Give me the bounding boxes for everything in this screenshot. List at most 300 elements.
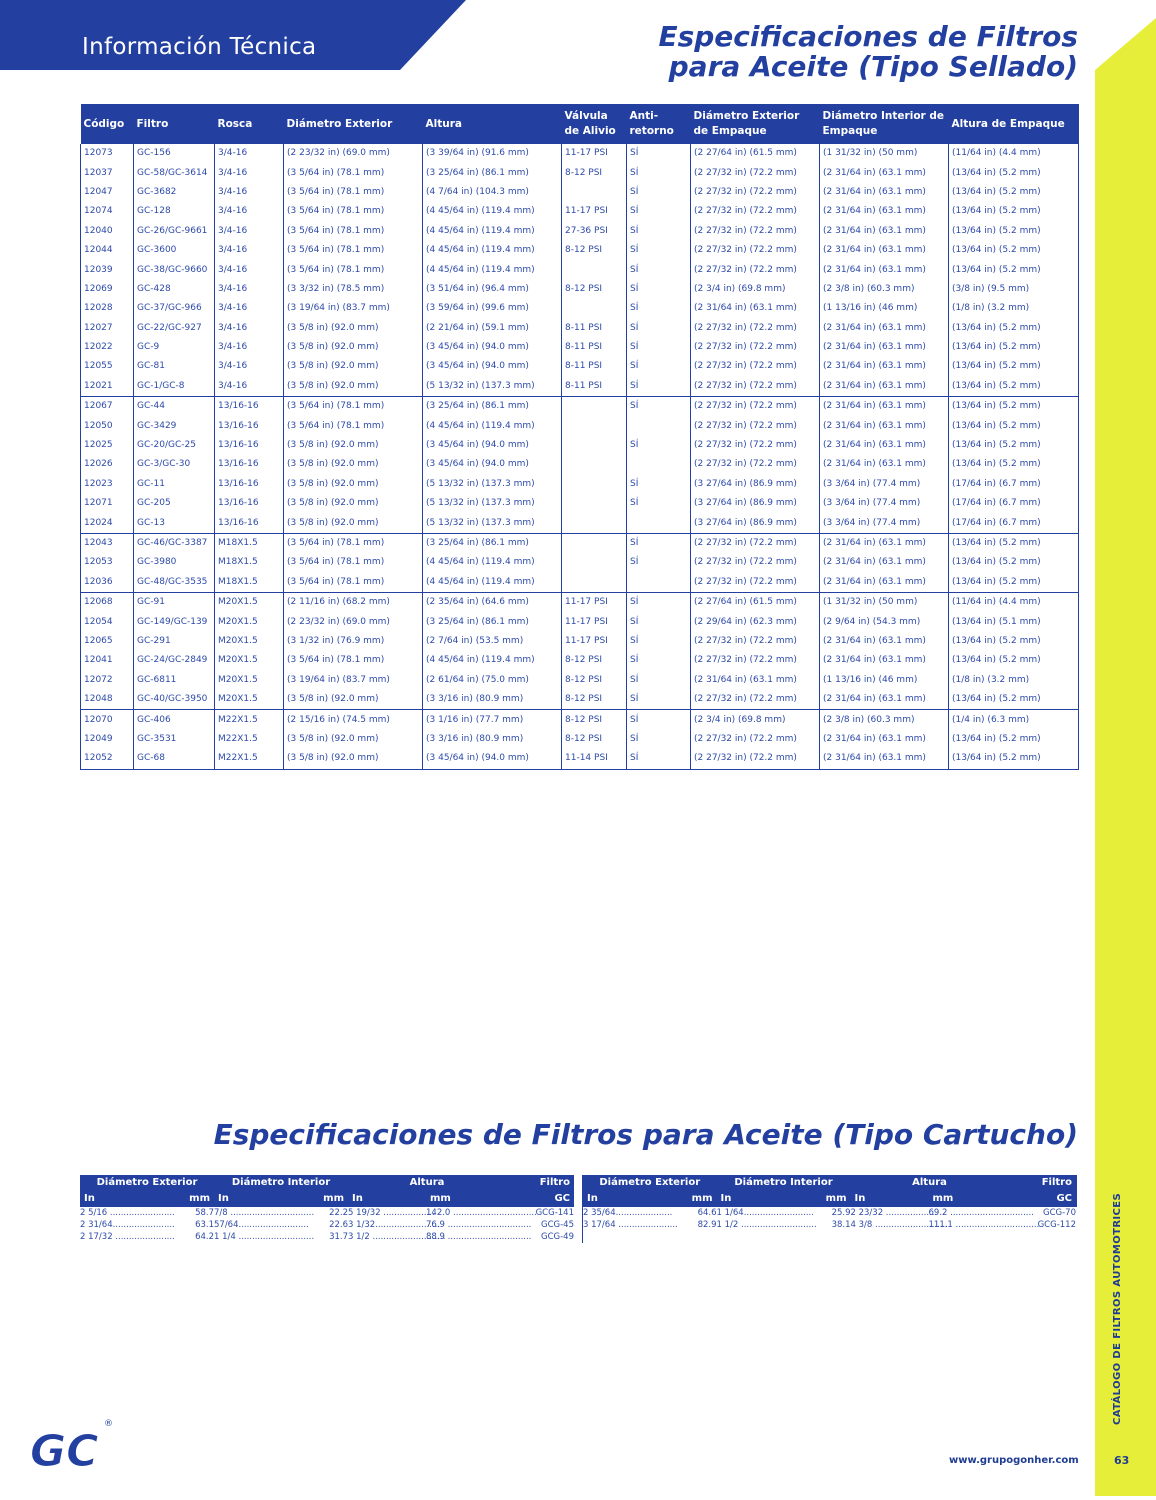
table-cell: 38.1 [831, 1220, 851, 1230]
table-cell: 12024 [81, 513, 134, 533]
table-cell: 8-12 PSI [562, 671, 627, 690]
table-cell: SÍ [627, 632, 691, 651]
table-cell: SÍ [627, 494, 691, 513]
table-cell: 5 19/32 ................... [348, 1208, 435, 1218]
table-cell: GCG-49 [541, 1232, 574, 1242]
table-cell: 13/16-16 [215, 436, 284, 455]
table-cell: 8-12 PSI [562, 710, 627, 730]
table-cell: (2 31/64 in) (63.1 mm) [820, 690, 949, 710]
table-cell: (3 5/8 in) (92.0 mm) [284, 494, 423, 513]
table-cell: (2 31/64 in) (63.1 mm) [820, 222, 949, 241]
table-cell: 2 5/16 ........................ [80, 1208, 175, 1218]
table-cell [562, 397, 627, 417]
table-cell: (13/64 in) (5.1 mm) [949, 612, 1079, 631]
table-cell [562, 573, 627, 593]
table-cell: (2 27/64 in) (61.5 mm) [691, 592, 820, 612]
table-cell: 3 1/32........................ [348, 1220, 441, 1230]
table-cell: M20X1.5 [215, 612, 284, 631]
table-cell: (3 25/64 in) (86.1 mm) [423, 163, 562, 182]
table-cell: GC-68 [134, 749, 215, 769]
cartridge-title: Especificaciones de Filtros para Aceite (Tipo Cartucho) [213, 1118, 1078, 1151]
table-cell: (3 27/64 in) (86.9 mm) [691, 494, 820, 513]
table-cell: (13/64 in) (5.2 mm) [949, 730, 1079, 749]
table-cell [1009, 1231, 1077, 1243]
table-cell: SÍ [627, 144, 691, 163]
table-cell: 12055 [81, 357, 134, 376]
col-header: Diámetro Exterior [583, 1175, 717, 1191]
table-cell: GC-58/GC-3614 [134, 163, 215, 182]
table-cell: (2 27/32 in) (72.2 mm) [691, 222, 820, 241]
table-cell: (2 23/32 in) (69.0 mm) [284, 144, 423, 163]
table-row [81, 183, 1079, 202]
col-header: Diámetro Interior [717, 1175, 851, 1191]
table-cell: (3 45/64 in) (94.0 mm) [423, 338, 562, 357]
table-cell: (3 3/64 in) (77.4 mm) [820, 494, 949, 513]
table-cell: (3 5/64 in) (78.1 mm) [284, 222, 423, 241]
table-cell: (13/64 in) (5.2 mm) [949, 651, 1079, 670]
table-cell [627, 416, 691, 435]
table-cell: (3 5/64 in) (78.1 mm) [284, 260, 423, 279]
col-header: Diámetro Interior [214, 1175, 348, 1191]
page-title [658, 22, 1078, 82]
table-cell: (2 31/64 in) (63.1 mm) [820, 397, 949, 417]
table-cell: GC-48/GC-3535 [134, 573, 215, 593]
table-cell: (1 13/16 in) (46 mm) [820, 299, 949, 318]
cartridge-rows-right [583, 1207, 1077, 1243]
table-row [583, 1207, 1077, 1219]
table-row [81, 475, 1079, 494]
table-cell: (3 5/64 in) (78.1 mm) [284, 183, 423, 202]
table-cell: GC-3682 [134, 183, 215, 202]
table-cell: (3 45/64 in) (94.0 mm) [423, 436, 562, 455]
table-cell: 111.1 ............................... [928, 1220, 1040, 1230]
table-cell: 12041 [81, 651, 134, 670]
table-cell: SÍ [627, 475, 691, 494]
table-cell: 88.9 ............................... [426, 1232, 532, 1242]
table-cell: (2 27/32 in) (72.2 mm) [691, 573, 820, 593]
table-row [80, 1231, 574, 1243]
table-cell: (3/8 in) (9.5 mm) [949, 280, 1079, 299]
table-header-row [81, 104, 1079, 144]
table-cell [562, 494, 627, 513]
col-subheader: mm [804, 1191, 851, 1207]
col-header: Válvula de Alivio [562, 104, 627, 144]
table-row [81, 749, 1079, 769]
table-cell: (3 5/64 in) (78.1 mm) [284, 202, 423, 221]
table-cell: (3 5/8 in) (92.0 mm) [284, 357, 423, 376]
table-cell: M20X1.5 [215, 592, 284, 612]
table-cell: (2 3/4 in) (69.8 mm) [691, 280, 820, 299]
table-cell: SÍ [627, 710, 691, 730]
page-number: 63 [1114, 1454, 1130, 1467]
table-cell: M20X1.5 [215, 690, 284, 710]
table-cell: (3 3/32 in) (78.5 mm) [284, 280, 423, 299]
table-cell: GC-156 [134, 144, 215, 163]
table-cell: SÍ [627, 671, 691, 690]
col-subheader: In [348, 1191, 426, 1207]
table-cell: GC-40/GC-3950 [134, 690, 215, 710]
table-row [583, 1219, 1077, 1231]
table-cell: (2 27/32 in) (72.2 mm) [691, 749, 820, 769]
table-cell: (2 27/32 in) (72.2 mm) [691, 533, 820, 553]
gc-logo-text: GC [30, 1426, 99, 1477]
table-cell: (13/64 in) (5.2 mm) [949, 338, 1079, 357]
table-cell: 3/4-16 [215, 260, 284, 279]
table-cell: (2 27/32 in) (72.2 mm) [691, 651, 820, 670]
table-cell: M20X1.5 [215, 651, 284, 670]
table-cell: (13/64 in) (5.2 mm) [949, 416, 1079, 435]
table-cell: 12067 [81, 397, 134, 417]
sealed-filter-table [80, 104, 1079, 770]
table-cell: SÍ [627, 749, 691, 769]
table-cell: (13/64 in) (5.2 mm) [949, 749, 1079, 769]
col-header: Código [81, 104, 134, 144]
table-cell: 2 23/32 ................... [850, 1208, 938, 1218]
table-cell: 12040 [81, 222, 134, 241]
table-cell: 8-12 PSI [562, 730, 627, 749]
table-cell: (11/64 in) (4.4 mm) [949, 592, 1079, 612]
table-cell: 2 35/64..................... [583, 1208, 673, 1218]
table-cell: M22X1.5 [215, 710, 284, 730]
table-cell: SÍ [627, 377, 691, 397]
table-cell: (2 27/32 in) (72.2 mm) [691, 632, 820, 651]
table-cell: (2 27/32 in) (72.2 mm) [691, 163, 820, 182]
table-row [81, 671, 1079, 690]
table-cell: 64.2 [195, 1232, 214, 1242]
table-cell: (2 21/64 in) (59.1 mm) [423, 319, 562, 338]
cartridge-subheader-row [583, 1191, 1077, 1207]
table-cell [562, 455, 627, 474]
table-cell: SÍ [627, 319, 691, 338]
side-band [1095, 0, 1156, 1496]
table-cell: 12028 [81, 299, 134, 318]
table-cell: (11/64 in) (4.4 mm) [949, 144, 1079, 163]
table-cell: SÍ [627, 202, 691, 221]
table-cell: 12023 [81, 475, 134, 494]
table-cell: 12052 [81, 749, 134, 769]
table-cell: 63.1 [195, 1220, 214, 1230]
table-cell [670, 1231, 717, 1243]
page-title-line-1: Especificaciones de Filtros [658, 20, 1078, 53]
table-cell: (13/64 in) (5.2 mm) [949, 241, 1079, 260]
table-cell: (5 13/32 in) (137.3 mm) [423, 475, 562, 494]
table-cell: 8-12 PSI [562, 163, 627, 182]
col-subheader: In [851, 1191, 929, 1207]
table-cell: (2 23/32 in) (69.0 mm) [284, 612, 423, 631]
table-cell [562, 513, 627, 533]
table-cell: GC-3600 [134, 241, 215, 260]
table-row [81, 612, 1079, 631]
table-cell: (3 45/64 in) (94.0 mm) [423, 749, 562, 769]
col-header: Diámetro Exterior [284, 104, 423, 144]
table-row [81, 730, 1079, 749]
table-cell: (3 5/8 in) (92.0 mm) [284, 749, 423, 769]
table-cell [562, 299, 627, 318]
table-cell: (1 31/32 in) (50 mm) [820, 592, 949, 612]
table-cell: (2 27/32 in) (72.2 mm) [691, 690, 820, 710]
table-cell: (2 27/32 in) (72.2 mm) [691, 202, 820, 221]
table-cell: (2 61/64 in) (75.0 mm) [423, 671, 562, 690]
table-cell: (2 7/64 in) (53.5 mm) [423, 632, 562, 651]
table-cell: GC-205 [134, 494, 215, 513]
table-cell: (2 31/64 in) (63.1 mm) [820, 436, 949, 455]
table-cell: 12072 [81, 671, 134, 690]
table-cell: M18X1.5 [215, 573, 284, 593]
table-cell: (4 45/64 in) (119.4 mm) [423, 416, 562, 435]
table-cell: 12044 [81, 241, 134, 260]
table-cell: GC-6811 [134, 671, 215, 690]
table-cell: 12043 [81, 533, 134, 553]
cartridge-table-right [582, 1175, 1077, 1243]
table-cell: (3 5/64 in) (78.1 mm) [284, 553, 423, 572]
table-cell: 12036 [81, 573, 134, 593]
table-cell: (4 45/64 in) (119.4 mm) [423, 202, 562, 221]
table-cell: GCG-45 [541, 1220, 574, 1230]
table-cell: (2 31/64 in) (63.1 mm) [820, 533, 949, 553]
table-cell: (5 13/32 in) (137.3 mm) [423, 377, 562, 397]
table-cell: 12026 [81, 455, 134, 474]
table-cell: (1/4 in) (6.3 mm) [949, 710, 1079, 730]
table-cell: 13/16-16 [215, 513, 284, 533]
table-row [81, 144, 1079, 163]
table-row [81, 513, 1079, 533]
table-cell: GC-22/GC-927 [134, 319, 215, 338]
table-cell: 3/4-16 [215, 338, 284, 357]
table-cell: 8-12 PSI [562, 280, 627, 299]
table-cell: (2 3/8 in) (60.3 mm) [820, 710, 949, 730]
table-cell: (2 27/32 in) (72.2 mm) [691, 416, 820, 435]
table-cell: (2 31/64 in) (63.1 mm) [820, 455, 949, 474]
table-cell: 13/16-16 [215, 455, 284, 474]
table-cell: (3 25/64 in) (86.1 mm) [423, 533, 562, 553]
table-cell: (17/64 in) (6.7 mm) [949, 494, 1079, 513]
table-cell: GC-428 [134, 280, 215, 299]
table-cell: 12025 [81, 436, 134, 455]
table-cell: GCG-112 [1037, 1220, 1076, 1230]
table-cell: (3 5/64 in) (78.1 mm) [284, 241, 423, 260]
col-subheader: mm [670, 1191, 717, 1207]
website-link[interactable]: www.grupogonher.com [949, 1455, 1079, 1466]
cartridge-subheader-row [80, 1191, 574, 1207]
table-cell: SÍ [627, 553, 691, 572]
table-cell: (13/64 in) (5.2 mm) [949, 202, 1079, 221]
gc-logo [28, 1414, 114, 1478]
table-cell: (2 11/16 in) (68.2 mm) [284, 592, 423, 612]
table-cell: 12071 [81, 494, 134, 513]
table-cell: SÍ [627, 690, 691, 710]
table-row [81, 338, 1079, 357]
table-cell: (2 31/64 in) (63.1 mm) [691, 299, 820, 318]
table-cell: 3/4-16 [215, 202, 284, 221]
col-header: Altura [348, 1175, 506, 1191]
table-cell: M22X1.5 [215, 730, 284, 749]
table-cell: 3/4-16 [215, 183, 284, 202]
cartridge-header-row [80, 1175, 574, 1191]
table-cell: 82.9 [697, 1220, 717, 1230]
table-cell: (2 31/64 in) (63.1 mm) [691, 671, 820, 690]
table-cell: (3 45/64 in) (94.0 mm) [423, 357, 562, 376]
table-cell: GC-128 [134, 202, 215, 221]
table-cell: 12050 [81, 416, 134, 435]
table-row [81, 436, 1079, 455]
table-cell: 22.6 [329, 1220, 348, 1230]
table-cell: (1/8 in) (3.2 mm) [949, 299, 1079, 318]
table-cell: 13/16-16 [215, 475, 284, 494]
table-cell: (13/64 in) (5.2 mm) [949, 319, 1079, 338]
table-cell: GC-24/GC-2849 [134, 651, 215, 670]
table-cell: (3 25/64 in) (86.1 mm) [423, 397, 562, 417]
table-cell: (13/64 in) (5.2 mm) [949, 553, 1079, 572]
table-cell: (3 5/64 in) (78.1 mm) [284, 397, 423, 417]
table-cell: 2 31/64....................... [80, 1220, 175, 1230]
table-cell [562, 183, 627, 202]
sealed-filter-rows [81, 144, 1079, 769]
page-title-line-2: para Aceite (Tipo Sellado) [668, 50, 1078, 83]
table-cell: 11-17 PSI [562, 144, 627, 163]
table-cell: 8-11 PSI [562, 319, 627, 338]
table-cell: (4 45/64 in) (119.4 mm) [423, 553, 562, 572]
col-subheader: In [717, 1191, 804, 1207]
table-cell: (2 31/64 in) (63.1 mm) [820, 632, 949, 651]
table-cell: GC-44 [134, 397, 215, 417]
cartridge-rows-left [80, 1207, 574, 1243]
table-cell: (13/64 in) (5.2 mm) [949, 690, 1079, 710]
table-row [80, 1207, 574, 1219]
table-cell: (5 13/32 in) (137.3 mm) [423, 494, 562, 513]
table-cell: (5 13/32 in) (137.3 mm) [423, 513, 562, 533]
table-cell: 3/4-16 [215, 319, 284, 338]
table-cell [717, 1231, 804, 1243]
table-cell: (3 5/8 in) (92.0 mm) [284, 513, 423, 533]
table-cell: GC-91 [134, 592, 215, 612]
col-subheader: In [80, 1191, 167, 1207]
table-cell [804, 1231, 851, 1243]
table-cell: SÍ [627, 241, 691, 260]
table-cell: SÍ [627, 533, 691, 553]
table-cell: (2 27/32 in) (72.2 mm) [691, 338, 820, 357]
table-cell: 13/16-16 [215, 416, 284, 435]
table-cell: GC-37/GC-966 [134, 299, 215, 318]
table-cell: GC-149/GC-139 [134, 612, 215, 631]
table-cell: (3 27/64 in) (86.9 mm) [691, 475, 820, 494]
table-cell: 3/4-16 [215, 357, 284, 376]
table-cell: (3 3/16 in) (80.9 mm) [423, 690, 562, 710]
table-cell: (2 31/64 in) (63.1 mm) [820, 651, 949, 670]
table-cell: GC-20/GC-25 [134, 436, 215, 455]
table-cell: 64.6 [697, 1208, 717, 1218]
table-cell: 1 1/4 ............................ [214, 1232, 315, 1242]
table-cell: 12073 [81, 144, 134, 163]
table-cell: 11-17 PSI [562, 632, 627, 651]
table-cell: (3 5/8 in) (92.0 mm) [284, 319, 423, 338]
table-cell: (13/64 in) (5.2 mm) [949, 377, 1079, 397]
table-cell: (13/64 in) (5.2 mm) [949, 436, 1079, 455]
table-row [81, 416, 1079, 435]
table-cell: (2 31/64 in) (63.1 mm) [820, 749, 949, 769]
table-cell [627, 455, 691, 474]
table-cell: 8-12 PSI [562, 651, 627, 670]
table-cell: (2 31/64 in) (63.1 mm) [820, 730, 949, 749]
table-cell: 12039 [81, 260, 134, 279]
table-cell: GC-46/GC-3387 [134, 533, 215, 553]
col-subheader: In [214, 1191, 301, 1207]
table-cell: GC-3531 [134, 730, 215, 749]
table-row [81, 592, 1079, 612]
table-cell: SÍ [627, 612, 691, 631]
table-cell: SÍ [627, 183, 691, 202]
table-cell: (13/64 in) (5.2 mm) [949, 222, 1079, 241]
col-subheader: GC [506, 1191, 574, 1207]
table-cell: (2 31/64 in) (63.1 mm) [820, 183, 949, 202]
table-cell: SÍ [627, 436, 691, 455]
table-cell: (2 31/64 in) (63.1 mm) [820, 357, 949, 376]
table-cell: (3 5/8 in) (92.0 mm) [284, 455, 423, 474]
table-cell: 8-11 PSI [562, 377, 627, 397]
col-header: Altura [851, 1175, 1009, 1191]
table-cell: 57/64.......................... [214, 1220, 309, 1230]
table-cell: (4 45/64 in) (119.4 mm) [423, 573, 562, 593]
table-row [81, 260, 1079, 279]
table-cell: 31.7 [329, 1232, 348, 1242]
col-header: Altura [423, 104, 562, 144]
table-row [583, 1231, 1077, 1243]
table-cell: (3 5/8 in) (92.0 mm) [284, 730, 423, 749]
table-cell: SÍ [627, 260, 691, 279]
table-cell: (3 3/16 in) (80.9 mm) [423, 730, 562, 749]
table-cell: 12027 [81, 319, 134, 338]
table-cell: (3 5/8 in) (92.0 mm) [284, 377, 423, 397]
table-cell [562, 416, 627, 435]
table-cell: (2 3/8 in) (60.3 mm) [820, 280, 949, 299]
table-cell: SÍ [627, 163, 691, 182]
table-cell: 3/4-16 [215, 280, 284, 299]
table-cell [929, 1231, 1009, 1243]
table-cell: (3 39/64 in) (91.6 mm) [423, 144, 562, 163]
table-cell: (2 27/32 in) (72.2 mm) [691, 377, 820, 397]
registered-mark: ® [104, 1419, 113, 1429]
table-cell: (2 31/64 in) (63.1 mm) [820, 319, 949, 338]
table-cell: (4 45/64 in) (119.4 mm) [423, 260, 562, 279]
table-cell: SÍ [627, 592, 691, 612]
cartridge-table-left [80, 1175, 574, 1243]
table-cell: (2 31/64 in) (63.1 mm) [820, 573, 949, 593]
table-cell: (13/64 in) (5.2 mm) [949, 260, 1079, 279]
table-cell: (2 27/32 in) (72.2 mm) [691, 241, 820, 260]
table-cell [562, 475, 627, 494]
table-cell: SÍ [627, 299, 691, 318]
table-cell: (2 9/64 in) (54.3 mm) [820, 612, 949, 631]
table-cell: 22.2 [329, 1208, 348, 1218]
table-row [81, 553, 1079, 572]
col-header: Filtro [1009, 1175, 1077, 1191]
table-cell: (13/64 in) (5.2 mm) [949, 573, 1079, 593]
table-cell [562, 553, 627, 572]
table-cell: (13/64 in) (5.2 mm) [949, 397, 1079, 417]
table-cell: 76.9 ............................... [426, 1220, 532, 1230]
col-header: Diámetro Exterior de Empaque [691, 104, 820, 144]
table-cell: (3 5/64 in) (78.1 mm) [284, 163, 423, 182]
table-cell: (13/64 in) (5.2 mm) [949, 357, 1079, 376]
col-subheader: mm [426, 1191, 506, 1207]
table-cell: 3/4-16 [215, 241, 284, 260]
table-cell [562, 533, 627, 553]
table-cell: 13/16-16 [215, 397, 284, 417]
table-cell: SÍ [627, 730, 691, 749]
table-cell: 11-17 PSI [562, 612, 627, 631]
table-cell: (2 31/64 in) (63.1 mm) [820, 553, 949, 572]
table-cell: (3 51/64 in) (96.4 mm) [423, 280, 562, 299]
col-subheader: mm [929, 1191, 1009, 1207]
